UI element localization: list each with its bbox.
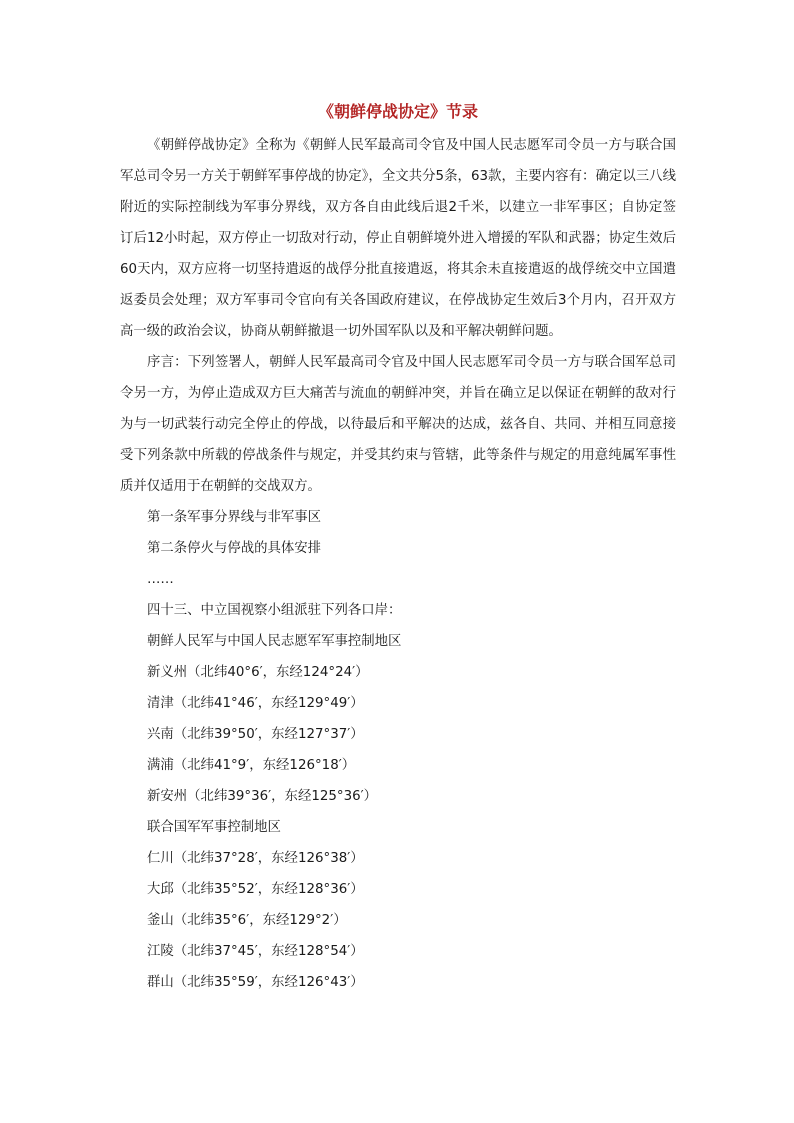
port-line: 群山（北纬35°59′，东经126°43′）	[147, 975, 364, 990]
article-2-heading: 第二条停火与停战的具体安排	[147, 541, 322, 556]
region-heading-kpa-cpv: 朝鲜人民军与中国人民志愿军军事控制地区	[147, 634, 402, 649]
article-1-heading: 第一条军事分界线与非军事区	[147, 510, 322, 525]
document-title: 《朝鲜停战协定》节录	[317, 102, 478, 121]
intro-paragraph: 《朝鲜停战协定》全称为《朝鲜人民军最高司令官及中国人民志愿军司令员一方与联合国军总司令另一方关于朝鲜军事停战的协定》，全文共分5条，63款，主要内容有：确定以三八线附近的实际控制线为军事分界线，双方各自由此线后退2千米，以建立一非军事区；自协定签订后12小时起，双方停止一切敌对行动，停止自朝鲜境外进入增援的军队和武器；协定生效后60天内，双方应将一切坚持遣返的战俘分批直接遣返，将其余未直接遣返的战俘统交中立国遣返委员会处理；双方军事司令官向有关各国政府建议，在停战协定生效后3个月内，召开双方高一级的政治会议，协商从朝鲜撤退一切外国军队以及和平解决朝鲜问题。	[120, 138, 676, 339]
port-line: 大邱（北纬35°52′，东经128°36′）	[147, 882, 364, 897]
port-line: 江陵（北纬37°45′，东经128°54′）	[147, 944, 364, 959]
port-line: 新义州（北纬40°6′，东经124°24′）	[147, 665, 369, 680]
port-line: 釜山（北纬35°6′，东经129°2′）	[147, 913, 347, 928]
port-line: 清津（北纬41°46′，东经129°49′）	[147, 696, 364, 711]
port-line: 新安州（北纬39°36′，东经125°36′）	[147, 789, 378, 804]
document-page	[120, 98, 676, 998]
port-line: 仁川（北纬37°28′，东经126°38′）	[147, 851, 364, 866]
clause-43-heading: 四十三、中立国视察小组派驻下列各口岸：	[147, 603, 402, 618]
preamble-paragraph: 序言：下列签署人，朝鲜人民军最高司令官及中国人民志愿军司令员一方与联合国军总司令另一方，为停止造成双方巨大痛苦与流血的朝鲜冲突，并旨在确立足以保证在朝鲜的敌对行为与一切武装行动完全停止的停战，以待最后和平解决的达成，兹各自、共同、并相互同意接受下列条款中所载的停战条件与规定，并受其约束与管辖，此等条件与规定的用意纯属军事性质并仅适用于在朝鲜的交战双方。	[120, 355, 676, 494]
port-line: 满浦（北纬41°9′，东经126°18′）	[147, 758, 356, 773]
region-heading-un: 联合国军军事控制地区	[147, 820, 281, 835]
ellipsis-line: ……	[147, 572, 174, 587]
port-line: 兴南（北纬39°50′，东经127°37′）	[147, 727, 364, 742]
